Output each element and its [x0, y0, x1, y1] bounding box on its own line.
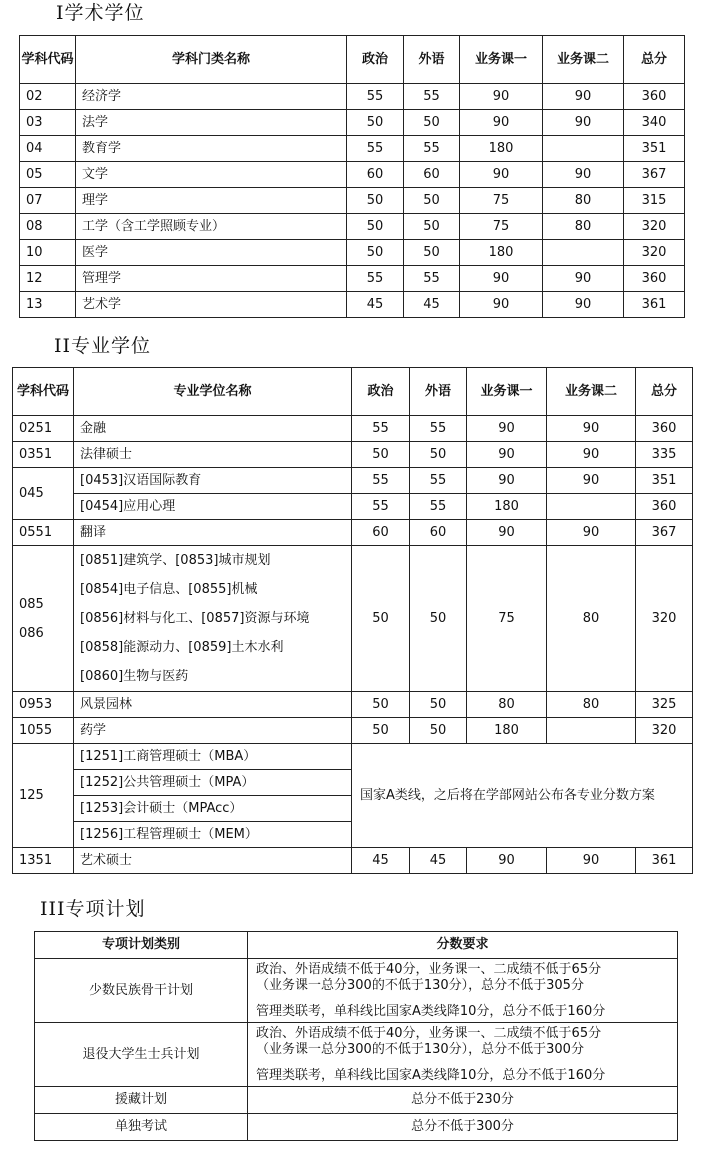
foreign-language: 60 — [404, 162, 460, 188]
total: 320 — [636, 718, 693, 744]
name: 工学（含工学照顾专业） — [76, 214, 347, 240]
politics: 55 — [347, 136, 404, 162]
politics: 60 — [352, 520, 410, 546]
course2: 90 — [543, 110, 624, 136]
special-plan-table — [34, 931, 678, 1141]
code: 04 — [20, 136, 76, 162]
foreign-language: 55 — [404, 84, 460, 110]
requirement-line: 管理类联考，单科线比国家A类线降10分，总分不低于160分 — [256, 1003, 606, 1019]
politics: 50 — [347, 240, 404, 266]
plan-name: 退役大学生士兵计划 — [35, 1023, 248, 1087]
table-row-engineering — [13, 546, 693, 692]
header-foreign-language: 外语 — [410, 368, 467, 416]
code: 1351 — [13, 848, 74, 874]
code: 0351 — [13, 442, 74, 468]
total: 361 — [624, 292, 685, 318]
foreign-language: 60 — [410, 520, 467, 546]
politics: 60 — [347, 162, 404, 188]
total: 360 — [624, 84, 685, 110]
code-085: 085 — [19, 596, 44, 612]
table-row — [13, 468, 693, 494]
table-row — [13, 494, 693, 520]
total: 315 — [624, 188, 685, 214]
professional-degree-table — [12, 367, 693, 874]
code: 10 — [20, 240, 76, 266]
course1: 90 — [460, 110, 543, 136]
name: 医学 — [76, 240, 347, 266]
politics: 55 — [352, 494, 410, 520]
course1: 90 — [460, 162, 543, 188]
header-plan-type: 专项计划类别 — [35, 932, 248, 959]
course2: 90 — [543, 162, 624, 188]
code: 12 — [20, 266, 76, 292]
header-course2: 业务课二 — [543, 36, 624, 84]
requirement-line: （业务课一总分300的不低于130分），总分不低于300分 — [256, 1041, 584, 1057]
name: 法律硕士 — [74, 442, 352, 468]
plan-requirement: 总分不低于230分 — [248, 1087, 678, 1114]
header-politics: 政治 — [347, 36, 404, 84]
foreign-language: 50 — [410, 546, 467, 692]
name: 理学 — [76, 188, 347, 214]
course1: 90 — [467, 442, 547, 468]
name: [0854]电子信息、[0855]机械 — [80, 582, 258, 597]
course2: 80 — [543, 188, 624, 214]
foreign-language: 55 — [410, 416, 467, 442]
header-politics: 政治 — [352, 368, 410, 416]
code: 1055 — [13, 718, 74, 744]
name: [0454]应用心理 — [74, 494, 352, 520]
table-row — [20, 84, 685, 110]
foreign-language: 50 — [410, 442, 467, 468]
course2 — [543, 136, 624, 162]
table-header-row — [13, 368, 693, 416]
total: 351 — [636, 468, 693, 494]
header-course1: 业务课一 — [460, 36, 543, 84]
code: 02 — [20, 84, 76, 110]
code: 0953 — [13, 692, 74, 718]
politics: 55 — [352, 468, 410, 494]
table-row — [13, 848, 693, 874]
name: [0856]材料与化工、[0857]资源与环境 — [80, 611, 310, 626]
code: 08 — [20, 214, 76, 240]
name-list — [74, 546, 352, 692]
course1: 75 — [460, 188, 543, 214]
course1: 90 — [467, 848, 547, 874]
course1: 90 — [467, 520, 547, 546]
foreign-language: 45 — [404, 292, 460, 318]
plan-requirement: 总分不低于300分 — [248, 1114, 678, 1141]
course1: 90 — [467, 416, 547, 442]
header-code: 学科代码 — [20, 36, 76, 84]
course1: 180 — [467, 718, 547, 744]
total: 367 — [624, 162, 685, 188]
politics: 50 — [347, 214, 404, 240]
code-086: 086 — [19, 625, 44, 641]
name: 管理学 — [76, 266, 347, 292]
course2: 80 — [543, 214, 624, 240]
politics: 55 — [347, 266, 404, 292]
total: 361 — [636, 848, 693, 874]
total: 360 — [636, 416, 693, 442]
course1: 90 — [460, 266, 543, 292]
course1: 90 — [467, 468, 547, 494]
course2: 80 — [547, 546, 636, 692]
total: 367 — [636, 520, 693, 546]
name: 风景园林 — [74, 692, 352, 718]
table-row — [13, 718, 693, 744]
requirement-line: 政治、外语成绩不低于40分，业务课一、二成绩不低于65分 — [256, 1025, 602, 1041]
total: 320 — [624, 240, 685, 266]
course1: 75 — [460, 214, 543, 240]
management-note: 国家A类线，之后将在学部网站公布各专业分数方案 — [352, 744, 693, 848]
table-row — [20, 188, 685, 214]
course2: 90 — [543, 84, 624, 110]
politics: 50 — [352, 442, 410, 468]
code: 07 — [20, 188, 76, 214]
table-header-row — [35, 932, 678, 959]
name: 经济学 — [76, 84, 347, 110]
total: 351 — [624, 136, 685, 162]
foreign-language: 50 — [404, 110, 460, 136]
course1: 90 — [460, 84, 543, 110]
course1: 75 — [467, 546, 547, 692]
total: 320 — [624, 214, 685, 240]
foreign-language: 55 — [404, 266, 460, 292]
table-row — [20, 266, 685, 292]
table-row-minority — [35, 959, 678, 1023]
code — [13, 546, 74, 692]
course1: 180 — [460, 136, 543, 162]
name: [0858]能源动力、[0859]土木水利 — [80, 640, 284, 655]
table-row — [13, 442, 693, 468]
table-row — [20, 136, 685, 162]
code: 05 — [20, 162, 76, 188]
foreign-language: 50 — [404, 240, 460, 266]
politics: 50 — [347, 110, 404, 136]
table-row — [20, 240, 685, 266]
course2 — [547, 494, 636, 520]
header-foreign-language: 外语 — [404, 36, 460, 84]
total: 340 — [624, 110, 685, 136]
course2 — [547, 718, 636, 744]
total: 360 — [624, 266, 685, 292]
name: [1256]工程管理硕士（MEM） — [74, 822, 352, 848]
course1: 90 — [460, 292, 543, 318]
requirement-line: 管理类联考，单科线比国家A类线降10分，总分不低于160分 — [256, 1067, 606, 1083]
academic-degree-table — [19, 35, 685, 318]
header-name: 专业学位名称 — [74, 368, 352, 416]
plan-name: 单独考试 — [35, 1114, 248, 1141]
name: [1252]公共管理硕士（MPA） — [74, 770, 352, 796]
header-course1: 业务课一 — [467, 368, 547, 416]
politics: 50 — [347, 188, 404, 214]
politics: 55 — [352, 416, 410, 442]
course1: 80 — [467, 692, 547, 718]
politics: 55 — [347, 84, 404, 110]
foreign-language: 45 — [410, 848, 467, 874]
name: [0453]汉语国际教育 — [74, 468, 352, 494]
politics: 50 — [352, 718, 410, 744]
course2: 90 — [547, 468, 636, 494]
table-header-row — [20, 36, 685, 84]
name: 艺术硕士 — [74, 848, 352, 874]
foreign-language: 50 — [404, 214, 460, 240]
table-row — [20, 110, 685, 136]
code: 125 — [13, 744, 74, 848]
politics: 50 — [352, 692, 410, 718]
course2: 90 — [547, 416, 636, 442]
course2 — [543, 240, 624, 266]
politics: 50 — [352, 546, 410, 692]
course2: 80 — [547, 692, 636, 718]
total: 335 — [636, 442, 693, 468]
table-row — [13, 416, 693, 442]
section3-title: III专项计划 — [40, 898, 146, 920]
table-row-tibet — [35, 1087, 678, 1114]
table-row-single — [35, 1114, 678, 1141]
foreign-language: 55 — [404, 136, 460, 162]
plan-name: 少数民族骨干计划 — [35, 959, 248, 1023]
politics: 45 — [352, 848, 410, 874]
name: [0860]生物与医药 — [80, 669, 189, 684]
code: 03 — [20, 110, 76, 136]
code: 0251 — [13, 416, 74, 442]
foreign-language: 55 — [410, 494, 467, 520]
course2: 90 — [543, 266, 624, 292]
header-total: 总分 — [624, 36, 685, 84]
code: 13 — [20, 292, 76, 318]
name: 文学 — [76, 162, 347, 188]
foreign-language: 50 — [404, 188, 460, 214]
politics: 45 — [347, 292, 404, 318]
table-row — [20, 162, 685, 188]
course2: 90 — [547, 848, 636, 874]
course1: 180 — [460, 240, 543, 266]
table-row — [13, 520, 693, 546]
foreign-language: 50 — [410, 718, 467, 744]
requirement-line: （业务课一总分300的不低于130分），总分不低于305分 — [256, 977, 584, 993]
name: 艺术学 — [76, 292, 347, 318]
table-row — [20, 214, 685, 240]
total: 325 — [636, 692, 693, 718]
name: 法学 — [76, 110, 347, 136]
table-row — [13, 692, 693, 718]
table-row — [20, 292, 685, 318]
plan-requirement — [248, 1023, 678, 1087]
foreign-language: 50 — [410, 692, 467, 718]
name: [0851]建筑学、[0853]城市规划 — [80, 553, 271, 568]
name: [1253]会计硕士（MPAcc） — [74, 796, 352, 822]
section1-title: I学术学位 — [56, 2, 145, 24]
requirement-line: 政治、外语成绩不低于40分，业务课一、二成绩不低于65分 — [256, 961, 602, 977]
name: 金融 — [74, 416, 352, 442]
name: 药学 — [74, 718, 352, 744]
header-course2: 业务课二 — [547, 368, 636, 416]
header-name: 学科门类名称 — [76, 36, 347, 84]
section2-title: II专业学位 — [54, 335, 152, 357]
course2: 90 — [547, 520, 636, 546]
header-code: 学科代码 — [13, 368, 74, 416]
course1: 180 — [467, 494, 547, 520]
code: 0551 — [13, 520, 74, 546]
code: 045 — [13, 468, 74, 520]
name: 教育学 — [76, 136, 347, 162]
name: [1251]工商管理硕士（MBA） — [74, 744, 352, 770]
course2: 90 — [547, 442, 636, 468]
table-row — [13, 744, 693, 770]
total: 320 — [636, 546, 693, 692]
foreign-language: 55 — [410, 468, 467, 494]
header-total: 总分 — [636, 368, 693, 416]
course2: 90 — [543, 292, 624, 318]
header-score-requirement: 分数要求 — [248, 932, 678, 959]
plan-name: 援藏计划 — [35, 1087, 248, 1114]
plan-requirement — [248, 959, 678, 1023]
name: 翻译 — [74, 520, 352, 546]
table-row-veteran — [35, 1023, 678, 1087]
total: 360 — [636, 494, 693, 520]
